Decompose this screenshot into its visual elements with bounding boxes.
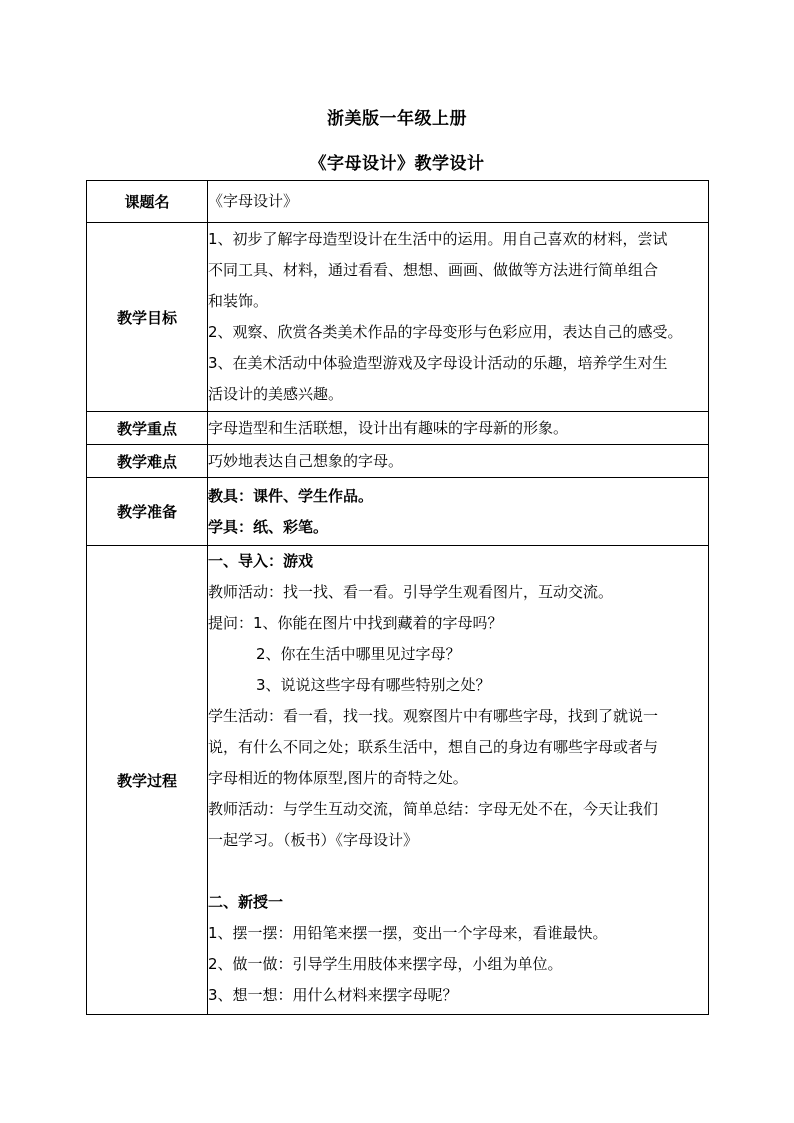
process-line: 学生活动：看一看，找一找。观察图片中有哪些字母，找到了就说一 bbox=[208, 707, 659, 725]
process-line: 提问：1、你能在图片中找到藏着的字母吗？ bbox=[208, 614, 503, 632]
table-row-process bbox=[87, 546, 709, 1015]
process-line: 说，有什么不同之处；联系生活中，想自己的身边有哪些字母或者与 bbox=[208, 738, 659, 756]
label-process: 教学过程 bbox=[87, 546, 208, 1015]
process-line: 3、说说这些字母有哪些特别之处？ bbox=[256, 676, 491, 694]
key-points-text: 字母造型和生活联想，设计出有趣味的字母新的形象。 bbox=[208, 418, 569, 437]
process-line: 教师活动：与学生互动交流，简单总结：字母无处不在，今天让我们 bbox=[208, 800, 659, 818]
objective-line: 和装饰。 bbox=[208, 292, 269, 310]
content-objectives bbox=[208, 223, 709, 412]
content-preparation bbox=[208, 478, 709, 546]
teacher-materials: 教具：课件、学生作品。 bbox=[208, 486, 374, 505]
content-difficulties bbox=[208, 445, 709, 478]
table-row-key-points bbox=[87, 412, 709, 445]
content-key-points bbox=[208, 412, 709, 445]
section-heading: 二、新授一 bbox=[208, 893, 284, 911]
label-objectives: 教学目标 bbox=[87, 223, 208, 412]
topic-text: 《字母设计》 bbox=[208, 192, 299, 210]
document-subtitle: 《字母设计》教学设计 bbox=[309, 154, 485, 174]
objective-line: 2、观察、欣赏各类美术作品的字母变形与色彩应用，表达自己的感受。 bbox=[208, 323, 683, 341]
document-title: 浙美版一年级上册 bbox=[327, 109, 467, 129]
content-process bbox=[208, 546, 709, 1015]
process-line: 2、做一做：引导学生用肢体来摆字母，小组为单位。 bbox=[208, 955, 563, 973]
process-line: 字母相近的物体原型,图片的奇特之处。 bbox=[208, 769, 468, 787]
lesson-plan-table bbox=[86, 180, 709, 1015]
objective-line: 3、在美术活动中体验造型游戏及字母设计活动的乐趣，培养学生对生 bbox=[208, 354, 668, 372]
table-row-difficulties bbox=[87, 445, 709, 478]
label-key-points: 教学重点 bbox=[87, 412, 208, 445]
process-line: 一起学习。（板书）《字母设计》 bbox=[208, 831, 419, 849]
process-line: 3、想一想：用什么材料来摆字母呢？ bbox=[208, 986, 458, 1004]
content-topic bbox=[208, 181, 709, 223]
label-preparation: 教学准备 bbox=[87, 478, 208, 546]
label-topic: 课题名 bbox=[87, 181, 208, 223]
label-difficulties: 教学难点 bbox=[87, 445, 208, 478]
process-line: 2、你在生活中哪里见过字母？ bbox=[256, 645, 461, 663]
objective-line: 不同工具、材料，通过看看、想想、画画、做做等方法进行简单组合 bbox=[208, 261, 659, 279]
process-line: 1、摆一摆：用铅笔来摆一摆，变出一个字母来，看谁最快。 bbox=[208, 924, 608, 942]
table-row-topic bbox=[87, 181, 709, 223]
difficulties-text: 巧妙地表达自己想象的字母。 bbox=[208, 451, 404, 470]
objective-line: 1、初步了解字母造型设计在生活中的运用。用自己喜欢的材料，尝试 bbox=[208, 230, 668, 248]
table-row-objectives bbox=[87, 223, 709, 412]
table-row-preparation bbox=[87, 478, 709, 546]
section-heading: 一、导入：游戏 bbox=[208, 552, 314, 570]
student-materials: 学具：纸、彩笔。 bbox=[208, 517, 329, 536]
blank-line bbox=[208, 856, 708, 887]
process-line: 教师活动：找一找、看一看。引导学生观看图片，互动交流。 bbox=[208, 583, 614, 601]
objective-line: 活设计的美感兴趣。 bbox=[208, 385, 344, 403]
